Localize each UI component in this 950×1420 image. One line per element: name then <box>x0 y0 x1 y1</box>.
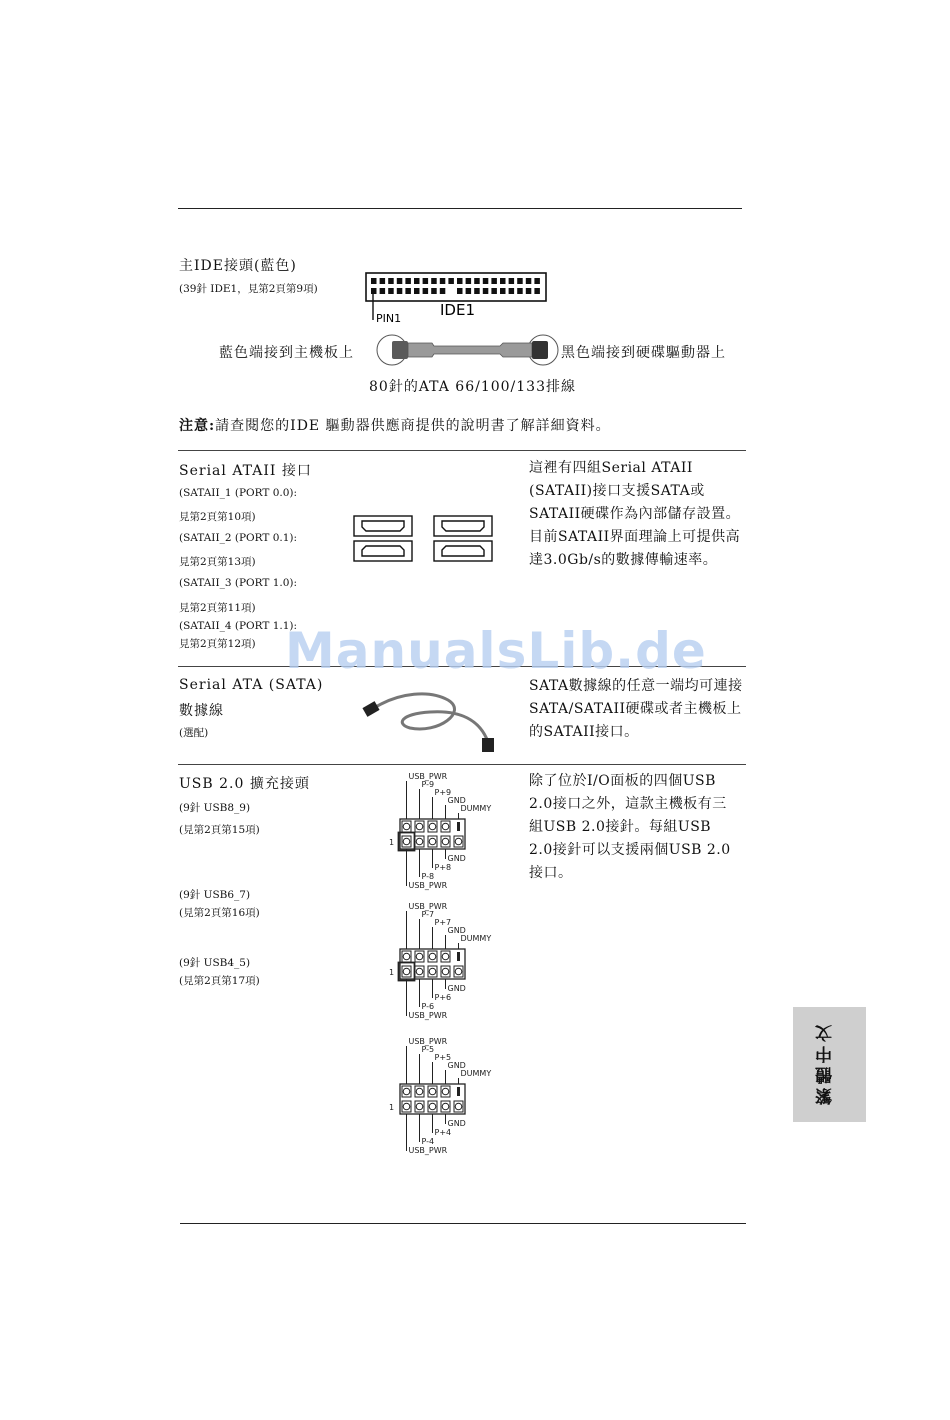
usb-pin-label: USB_PWR <box>408 1146 448 1155</box>
ide-title: 主IDE接頭(藍色) <box>179 258 297 274</box>
ide-pin <box>431 288 437 294</box>
usb-pin <box>416 838 423 845</box>
usb-pin-label: P+6 <box>434 993 452 1002</box>
ide-pin <box>457 278 463 284</box>
ide-pin <box>483 278 489 284</box>
usb-title: USB 2.0 擴充接頭 <box>179 776 310 792</box>
usb-pin-dummy <box>458 823 460 831</box>
divider-1 <box>178 450 746 451</box>
ide-pin <box>423 278 429 284</box>
usb-pin-label: DUMMY <box>460 1069 492 1078</box>
ide-pin <box>380 278 386 284</box>
usb-pin-label: USB_PWR <box>408 881 448 890</box>
usb-pin <box>455 1103 462 1110</box>
ide-pin <box>414 288 420 294</box>
ide-pin <box>491 278 497 284</box>
ide-pin <box>483 288 489 294</box>
usb-pin-label: P-7 <box>421 910 435 919</box>
usb-header-3-ref: (見第2頁第17項) <box>179 975 260 987</box>
sata-connectors-diagram <box>350 512 500 564</box>
ide-pin <box>397 278 403 284</box>
usb-pin-label: P-9 <box>421 780 435 789</box>
usb-pin-label: USB_PWR <box>408 903 448 911</box>
ide-ribbon-cable <box>372 333 562 369</box>
ide-pin <box>534 288 540 294</box>
ide-pin <box>517 288 523 294</box>
usb-pin <box>403 953 410 960</box>
ide-pin <box>466 288 472 294</box>
ide-connector-diagram <box>360 270 550 325</box>
usb-pin-label: P+9 <box>434 788 452 797</box>
sata-item-5: (SATAII_3 (PORT 1.0): <box>179 577 298 589</box>
usb-pin-label: P-4 <box>421 1137 435 1146</box>
usb-pin-label: P+4 <box>434 1128 452 1137</box>
usb-pin <box>429 968 436 975</box>
ide-pin <box>491 288 497 294</box>
ide-pin <box>517 278 523 284</box>
usb-pin <box>442 838 449 845</box>
watermark: ManualsLib.de <box>285 622 707 680</box>
ide-pin <box>474 288 480 294</box>
ide-subtitle: (39針 IDE1，見第2頁第9項) <box>179 283 318 295</box>
blue-end-label: 藍色端接到主機板上 <box>219 345 354 361</box>
usb-header-diagram-3 <box>386 1038 496 1160</box>
usb-pin <box>455 838 462 845</box>
usb-pin-label: USB_PWR <box>408 1038 448 1046</box>
usb-pin <box>455 968 462 975</box>
ide-pin <box>380 288 386 294</box>
ide-pin <box>509 288 514 294</box>
pin1-label: PIN1 <box>376 312 402 325</box>
usb-pin <box>442 1103 449 1110</box>
cable-caption: 80針的ATA 66/100/133排線 <box>369 379 576 395</box>
usb-pin-label: DUMMY <box>460 934 492 943</box>
usb-pin1-marker: 1 <box>389 838 395 847</box>
ide-pin <box>371 288 377 294</box>
ide-pin <box>474 278 480 284</box>
ide-pin <box>431 278 437 284</box>
ide-pin <box>466 278 472 284</box>
sata-item-7: (SATAII_4 (PORT 1.1): <box>179 620 298 632</box>
usb-pin <box>416 1088 423 1095</box>
usb-pin <box>416 968 423 975</box>
sata-cable-title-2: 數據線 <box>179 703 224 719</box>
usb-pin-dummy <box>458 1088 460 1096</box>
usb-pin <box>429 838 436 845</box>
usb-pin <box>403 1103 410 1110</box>
ide-pin <box>526 278 532 284</box>
language-side-tab <box>793 1007 866 1122</box>
usb-pin-label: P-5 <box>421 1045 435 1054</box>
sata-item-8: 見第2頁第12項) <box>179 638 256 650</box>
usb-pin-label: GND <box>447 1061 466 1070</box>
sata-cable-title: Serial ATA (SATA) <box>179 677 324 693</box>
ide-pin <box>440 288 446 294</box>
usb-pin <box>442 823 449 830</box>
usb-pin-label: DUMMY <box>460 804 492 813</box>
ide-pin <box>405 278 411 284</box>
usb-pin-label: GND <box>447 1119 466 1128</box>
ide-pin <box>526 288 532 294</box>
usb-header-3: (9針 USB4_5) <box>179 957 251 969</box>
usb-header-diagram-2 <box>386 903 496 1025</box>
ide-pin <box>500 278 506 284</box>
ide-pin <box>388 278 394 284</box>
sata-item-2: 見第2頁第10項) <box>179 511 256 523</box>
usb-pin <box>416 1103 423 1110</box>
sata-cable-image <box>360 684 505 756</box>
ide-pin <box>388 288 394 294</box>
ide-pin <box>397 288 403 294</box>
sata-item-6: 見第2頁第11項) <box>179 602 256 614</box>
sata-item-1: (SATAII_1 (PORT 0.0): <box>179 487 298 499</box>
usb-pin-label: P-6 <box>421 1002 435 1011</box>
usb-pin <box>429 953 436 960</box>
usb-pin-label: P+5 <box>434 1053 452 1062</box>
usb-pin-label: USB_PWR <box>408 773 448 781</box>
sata-item-3: (SATAII_2 (PORT 0.1): <box>179 532 298 544</box>
usb-pin-label: USB_PWR <box>408 1011 448 1020</box>
side-tab-label: 繁體中文 <box>816 1021 836 1105</box>
usb-pin1-marker: 1 <box>389 1103 395 1112</box>
header-rule <box>178 208 742 209</box>
usb-header-1-ref: (見第2頁第15項) <box>179 824 260 836</box>
ide-pin <box>509 278 514 284</box>
usb-header-diagram-1 <box>386 773 496 891</box>
sata-item-4: 見第2頁第13項) <box>179 556 256 568</box>
usb-pin-label: GND <box>447 984 466 993</box>
usb-pin <box>429 1088 436 1095</box>
usb-pin <box>403 838 410 845</box>
ide1-label: IDE1 <box>440 301 475 319</box>
footer-rule <box>180 1223 746 1224</box>
usb-pin <box>416 823 423 830</box>
usb-pin1-marker: 1 <box>389 968 395 977</box>
usb-header-2-ref: (見第2頁第16項) <box>179 907 260 919</box>
usb-pin-label: GND <box>447 854 466 863</box>
ide-pin <box>448 278 454 284</box>
usb-pin <box>403 968 410 975</box>
ide-pin <box>457 288 463 294</box>
divider-3 <box>178 764 746 765</box>
ide-pin <box>534 278 540 284</box>
usb-pin <box>416 953 423 960</box>
usb-pin-dummy <box>458 953 460 961</box>
usb-pin <box>429 823 436 830</box>
sata-title: Serial ATAII 接口 <box>179 463 312 479</box>
usb-pin <box>429 1103 436 1110</box>
usb-pin-label: P-8 <box>421 872 435 881</box>
usb-pin <box>403 823 410 830</box>
usb-header-1: (9針 USB8_9) <box>179 802 251 814</box>
usb-pin-label: P+7 <box>434 918 452 927</box>
ide-pin <box>423 288 429 294</box>
usb-pin-label: P+8 <box>434 863 452 872</box>
usb-pin <box>442 968 449 975</box>
black-end-label: 黑色端接到硬碟驅動器上 <box>561 345 726 361</box>
usb-pin <box>403 1088 410 1095</box>
usb-pin <box>442 1088 449 1095</box>
usb-pin-label: GND <box>447 926 466 935</box>
usb-description: 除了位於I/O面板的四個USB 2.0接口之外，這款主機板有三組USB 2.0接針。每組USB 2.0接針可以支援兩個USB 2.0接口。 <box>529 773 731 881</box>
ide-pin <box>371 278 377 284</box>
note-label: 注意: <box>179 418 216 434</box>
ide-pin <box>500 288 506 294</box>
ide-pin <box>414 278 420 284</box>
ide-pin <box>440 278 446 284</box>
usb-pin-label: GND <box>447 796 466 805</box>
note-text: 請查閱您的IDE 驅動器供應商提供的說明書了解詳細資料。 <box>215 418 611 434</box>
usb-pin <box>442 953 449 960</box>
note <box>179 415 611 435</box>
usb-header-2: (9針 USB6_7) <box>179 889 251 901</box>
sata-cable-description: SATA數據線的任意一端均可連接SATA/SATAII硬碟或者主機板上的SATAII接口。 <box>529 678 743 740</box>
sata-cable-optional: (選配) <box>179 727 209 739</box>
ide-pin <box>405 288 411 294</box>
sata-description: 這裡有四組Serial ATAII (SATAII)接口支援SATA或SATAII硬碟作為內部儲存設置。目前SATAII界面理論上可提供高達3.0Gb/s的數據傳輸速率。 <box>529 460 741 568</box>
